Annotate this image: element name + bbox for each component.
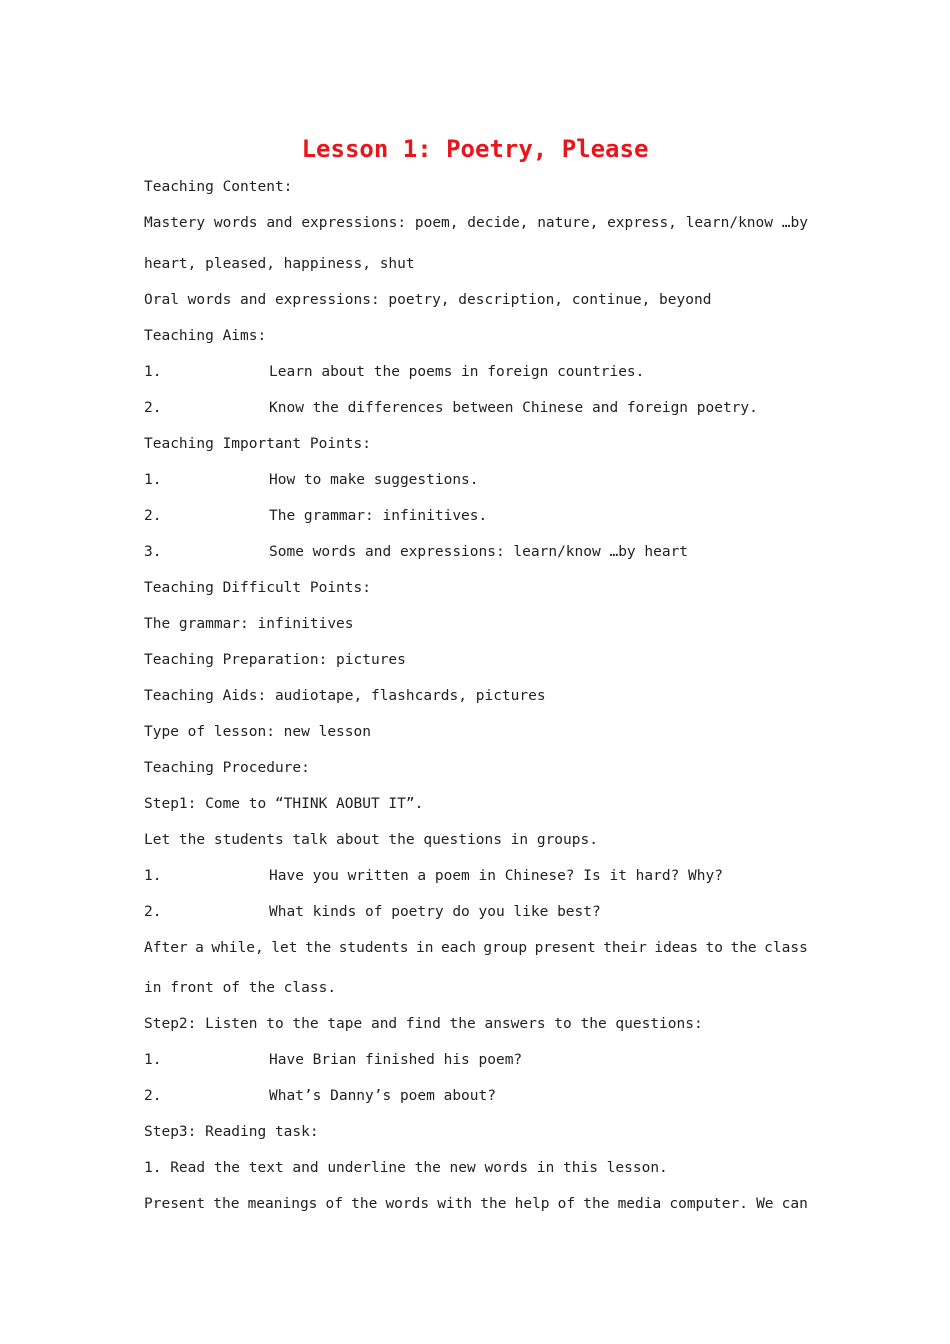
word: of xyxy=(325,1196,343,1212)
word: can xyxy=(781,1196,808,1212)
word: their xyxy=(603,940,647,956)
word: the xyxy=(583,1196,610,1212)
word: meanings xyxy=(247,1196,318,1212)
list-number: 2. xyxy=(144,400,162,416)
word: to xyxy=(705,940,723,956)
word: ideas xyxy=(654,940,698,956)
word: media xyxy=(617,1196,662,1212)
word: the xyxy=(480,1196,507,1212)
word: of xyxy=(557,1196,576,1212)
word: the xyxy=(304,940,332,956)
present-line xyxy=(144,1194,808,1214)
word: …by xyxy=(781,215,808,231)
list-text: What kinds of poetry do you like best? xyxy=(269,904,601,920)
mastery-line-1 xyxy=(144,213,808,233)
teaching-preparation: Teaching Preparation: pictures xyxy=(144,652,406,668)
word: and xyxy=(266,215,293,231)
teaching-content-heading: Teaching Content: xyxy=(144,179,293,195)
after-line-2: in front of the class. xyxy=(144,980,337,996)
list-text: How to make suggestions. xyxy=(269,472,479,488)
word: group xyxy=(483,940,528,956)
list-number: 1. xyxy=(144,1052,162,1068)
step3-item-1: 1. Read the text and underline the new words in this lesson. xyxy=(144,1160,668,1176)
step3-heading: Step3: Reading task: xyxy=(144,1124,319,1140)
word: the xyxy=(351,1196,378,1212)
word: words xyxy=(385,1196,430,1212)
word: the xyxy=(213,1196,240,1212)
list-item xyxy=(144,398,808,418)
list-item xyxy=(144,470,808,490)
word: Present xyxy=(144,1196,206,1212)
word: help xyxy=(514,1196,550,1212)
oral-words-line: Oral words and expressions: poetry, description, continue, beyond xyxy=(144,292,712,308)
word: decide, xyxy=(467,215,529,231)
list-item xyxy=(144,902,808,922)
word: poem, xyxy=(414,215,459,231)
word: while, xyxy=(211,940,264,956)
teaching-aims-heading: Teaching Aims: xyxy=(144,328,267,344)
list-item xyxy=(144,542,808,562)
teaching-aids: Teaching Aids: audiotape, flashcards, pictures xyxy=(144,688,546,704)
word: each xyxy=(441,940,476,956)
word: in xyxy=(416,940,434,956)
list-number: 3. xyxy=(144,544,162,560)
lesson-type: Type of lesson: new lesson xyxy=(144,724,371,740)
word: We xyxy=(756,1196,774,1212)
list-item xyxy=(144,362,808,382)
list-number: 1. xyxy=(144,364,162,380)
step1-heading: Step1: Come to “THINK AOBUT IT”. xyxy=(144,796,424,812)
word: the xyxy=(730,940,757,956)
list-item xyxy=(144,1050,808,1070)
word: After xyxy=(144,940,188,956)
word: words xyxy=(213,215,258,231)
list-item xyxy=(144,866,808,886)
word: express, xyxy=(607,215,677,231)
word: learn/know xyxy=(685,215,774,231)
word: present xyxy=(534,940,596,956)
important-points-heading: Teaching Important Points: xyxy=(144,436,371,452)
difficult-points-text: The grammar: infinitives xyxy=(144,616,354,632)
word: students xyxy=(338,940,409,956)
word: Mastery xyxy=(144,215,206,231)
list-text: Know the differences between Chinese and foreign poetry. xyxy=(269,400,758,416)
step2-heading: Step2: Listen to the tape and find the answers to the questions: xyxy=(144,1016,703,1032)
list-text: The grammar: infinitives. xyxy=(269,508,488,524)
teaching-procedure-heading: Teaching Procedure: xyxy=(144,760,310,776)
list-number: 1. xyxy=(144,472,162,488)
step1-intro: Let the students talk about the questions in groups. xyxy=(144,832,598,848)
word: with xyxy=(437,1196,473,1212)
list-text: Some words and expressions: learn/know …by heart xyxy=(269,544,689,560)
list-number: 2. xyxy=(144,1088,162,1104)
list-text: Have Brian finished his poem? xyxy=(269,1052,523,1068)
page-title: Lesson 1: Poetry, Please xyxy=(301,135,649,163)
word: nature, xyxy=(537,215,599,231)
list-text: Have you written a poem in Chinese? Is it hard? Why? xyxy=(269,868,723,884)
mastery-line-2: heart, pleased, happiness, shut xyxy=(144,256,415,272)
difficult-points-heading: Teaching Difficult Points: xyxy=(144,580,371,596)
list-number: 2. xyxy=(144,508,162,524)
word: expressions: xyxy=(301,215,407,231)
list-text: What’s Danny’s poem about? xyxy=(269,1088,496,1104)
word: let xyxy=(271,940,298,956)
list-number: 1. xyxy=(144,868,162,884)
word: computer. xyxy=(669,1196,748,1212)
list-item xyxy=(144,1086,808,1106)
after-line-1 xyxy=(144,938,808,958)
list-number: 2. xyxy=(144,904,162,920)
list-text: Learn about the poems in foreign countries. xyxy=(269,364,645,380)
word: a xyxy=(195,940,204,956)
list-item xyxy=(144,506,808,526)
word: class xyxy=(764,940,808,956)
